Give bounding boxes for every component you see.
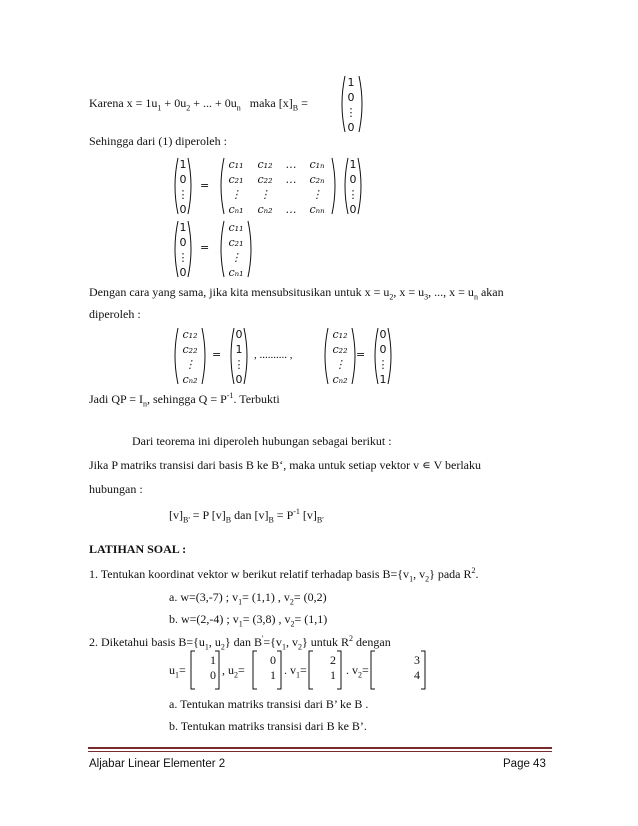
u2-label: , $u_2=$ — [222, 663, 245, 680]
footer-page-number: Page 43 — [503, 758, 546, 770]
question-1: 1. Tentukan koordinat vektor w berikut relatif terhadap basis $B=\{v_1$, $v_2$} pada $R^2$. — [89, 566, 479, 584]
jadi-line: Jadi QP = $I_n$, sehingga $Q = P^{-1}$. Terbukti — [89, 391, 280, 409]
eq2-matrix-col3: … … … — [285, 158, 297, 216]
question-1b: b. w=(2,-4) ; $v_1= (3,8)$ , $v_2= (1,1)$ — [169, 612, 328, 629]
dengan-cara-line: Dengan cara yang sama, jika kita mensubsitusikan untuk $x = u_2$, $x = u_3$, ..., $x = u_n$ akan — [89, 285, 504, 302]
eq2-rhs-vector: 1 0 ⋮ 0 — [347, 158, 359, 216]
eq4-equals: = — [212, 348, 222, 361]
eq5-v-vector: 0 0 ⋮ 1 — [377, 328, 389, 386]
hubungan-line: hubungan : — [89, 482, 143, 496]
question-2a: a. Tentukan matriks transisi dari B’ ke B . — [169, 697, 369, 711]
eq3-equals: = — [200, 241, 210, 254]
question-2: 2. Diketahui basis $B=\{u_1$, $u_2$} dan $B'=\{v_1$, $v_2$} untuk $R^2$ dengan — [89, 634, 391, 652]
v2-label: . $v_2=$ — [346, 663, 369, 680]
eq2-lhs-vector: 1 0 ⋮ 0 — [177, 158, 189, 216]
eq2-matrix-col4: c₁ₙ c₂ₙ ⋮ cₙₙ — [309, 158, 325, 216]
eq2-matrix-col2: c₁₂ c₂₂ ⋮ cₙ₂ — [257, 158, 273, 216]
question-2b: b. Tentukan matriks transisi dari B ke B’. — [169, 719, 367, 733]
eq4-c-vector: c₁₂ c₂₂ ⋮ cₙ₂ — [182, 328, 198, 386]
u1-values: 1 0 — [210, 653, 216, 682]
v2-values: 3 4 — [414, 653, 420, 682]
question-1a: a. w=(3,-7) ; $v_1= (1,1)$ , $v_2= (0,2)$ — [169, 590, 327, 607]
eq5-c-vector: c₁₂ c₂₂ ⋮ cₙ₂ — [332, 328, 348, 386]
relation-line: $[v]_{B'} = P$ $[v]_B$ dan $[v]_B = P^{-1}$ $[v]_{B'}$ — [169, 507, 324, 525]
teorema-line: Dari teorema ini diperoleh hubungan sebagai berikut : — [132, 434, 392, 448]
diperoleh-line: diperoleh : — [89, 307, 141, 321]
v1-values: 2 1 — [330, 653, 336, 682]
eq5-equals: = — [356, 348, 366, 361]
footer-title: Aljabar Linear Elementer 2 — [89, 758, 226, 770]
eq3-lhs-vector: 1 0 ⋮ 0 — [177, 221, 189, 279]
footer-rule — [88, 747, 552, 749]
jika-line: Jika P matriks transisi dari basis B ke B‘, maka untuk setiap vektor v ∊ V berlaku — [89, 458, 481, 472]
eq2-equals: = — [200, 179, 210, 192]
eq2-matrix-col1: c₁₁ c₂₁ ⋮ cₙ₁ — [228, 158, 244, 216]
latihan-heading: LATIHAN SOAL : — [89, 542, 187, 556]
v1-label: . $v_1=$ — [284, 663, 307, 680]
eq3-rhs-vector: c₁₁ c₂₁ ⋮ cₙ₁ — [228, 221, 244, 279]
sehingga-line: Sehingga dari (1) diperoleh : — [89, 134, 227, 148]
eq4-separator: , .......... , — [254, 349, 293, 361]
eq4-v-vector: 0 1 ⋮ 0 — [233, 328, 245, 386]
u2-values: 0 1 — [270, 653, 276, 682]
u1-label: $u_1=$ — [169, 663, 186, 680]
eq1-vector-values: 1 0 ⋮ 0 — [345, 76, 357, 134]
footer-rule-thin — [88, 751, 552, 752]
karena-line: Karena $x = 1u_1 + 0u_2$ + ... + $0u_n$ maka $[x]_B$ = — [89, 96, 308, 113]
